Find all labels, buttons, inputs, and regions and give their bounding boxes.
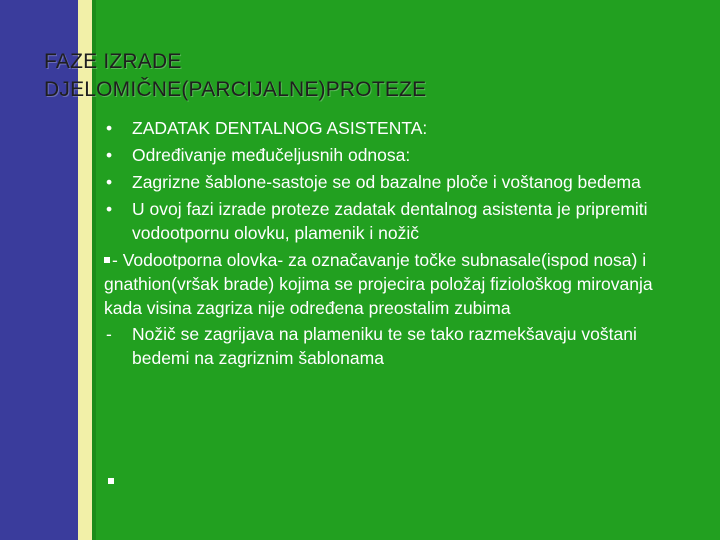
- slide-body: [104, 116, 720, 526]
- paragraph-line-text: - Vodootporna olovka- za označavanje točke subnasale(ispod nosa) i: [112, 250, 647, 270]
- bullet-text-line: U ovoj fazi izrade proteze zadatak dentalnog asistenta je pripremiti: [132, 199, 648, 219]
- bullet-marker: •: [106, 118, 113, 138]
- slide-title: [44, 48, 426, 104]
- bullet-item: [104, 170, 720, 194]
- bullet-text-line: vodootpornu olovku, plamenik i nožič: [132, 223, 419, 243]
- dash-text: [132, 322, 637, 370]
- dash-item: [104, 322, 720, 370]
- dash-marker: -: [106, 324, 112, 344]
- bullet-item: [104, 197, 720, 245]
- paragraph-line: gnathion(vršak brade) kojima se projecira položaj fiziološkog mirovanja: [104, 274, 653, 294]
- bullet-text: [132, 197, 648, 245]
- paragraph-line: [104, 248, 720, 272]
- paragraph-line: kada visina zagriza nije određena preostalim zubima: [104, 298, 511, 318]
- bullet-text: Određivanje međučeljusnih odnosa:: [132, 145, 411, 165]
- paragraph-olovka: [104, 248, 720, 320]
- slide-title-line-1: FAZE IZRADE: [44, 50, 182, 73]
- bullet-marker: •: [106, 172, 113, 192]
- bullet-text: ZADATAK DENTALNOG ASISTENTA:: [132, 118, 428, 138]
- bullet-item: [104, 116, 720, 140]
- dash-text-line: Nožič se zagrijava na plameniku te se tako razmekšavaju voštani: [132, 324, 637, 344]
- bullet-text: Zagrizne šablone-sastoje se od bazalne ploče i voštanog bedema: [132, 172, 641, 192]
- bullet-item: [104, 143, 720, 167]
- dash-text-line: bedemi na zagriznim šablonama: [132, 348, 384, 368]
- slide-title-line-2: DJELOMIČNE(PARCIJALNE)PROTEZE: [44, 78, 427, 101]
- square-bullet-icon: [108, 478, 114, 484]
- bullet-marker: •: [106, 145, 113, 165]
- square-bullet-icon: [104, 257, 110, 263]
- bullet-marker: •: [106, 199, 113, 219]
